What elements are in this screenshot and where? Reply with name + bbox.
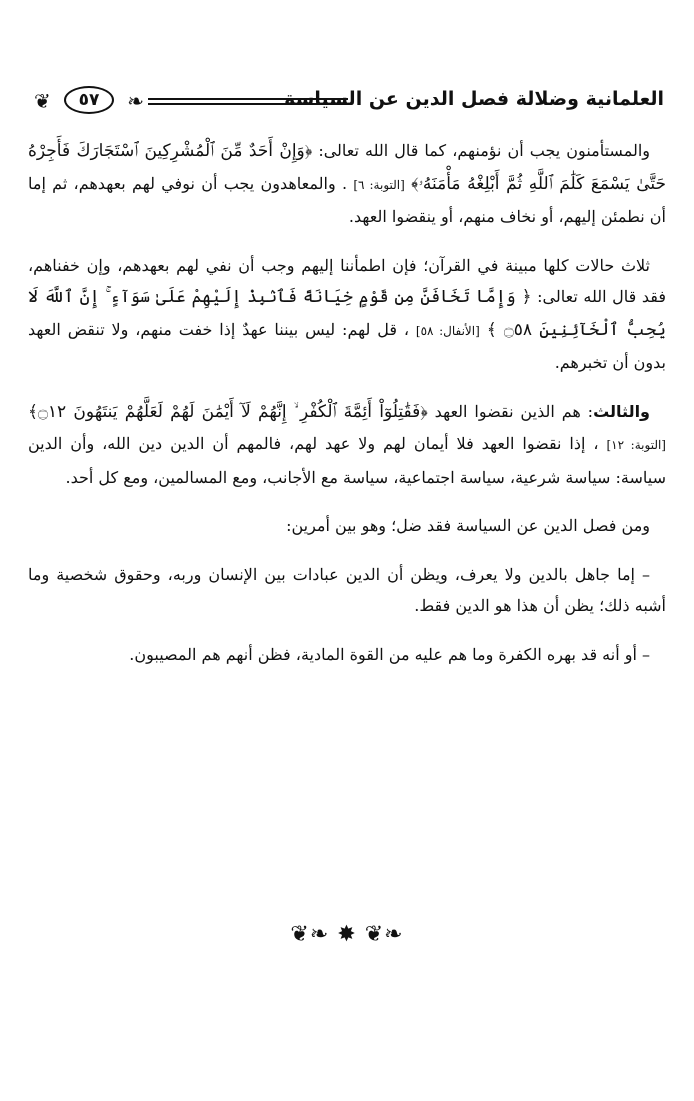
paragraph-text: ، إذا نقضوا العهد فلا أيمان لهم ولا عهد لهم، فالمهم أن الدين دين الله، وأن الدين سياسة: سياسة شرعية، سياسة اجتماعية، سياسة مع الأجانب، ومع المسالمين، ومع كل أحد. [28, 434, 666, 487]
paragraph-text: – إما جاهل بالدين ولا يعرف، ويظن أن الدين عبادات بين الإنسان وربه، وحقوق شخصية وما أشبه ذلك؛ يظن أن هذا هو الدين فقط. [28, 564, 666, 615]
header-rule [148, 98, 348, 104]
paragraph-3 [28, 396, 666, 494]
paragraph-text: : هم الذين نقضوا العهد [427, 401, 594, 421]
paragraph-2 [28, 250, 666, 379]
verse-reference: [التوبة: ٦] [353, 177, 405, 192]
header-title: العلمانية وضلالة فصل الدين عن السياسة [284, 88, 664, 110]
paragraph-text: ، قل لهم: ليس بيننا عهدٌ إذا خفت منهم، ولا تنقض العهد بدون أن تخبرهم. [28, 319, 666, 372]
quran-verse: ﴿فَقَٰتِلُوٓاْ أَئِمَّةَ ٱلْكُفْرِ ۙ إِنَّهُمْ لَآ أَيْمَٰنَ لَهُمْ لَعَلَّهُمْ يَنتَهُونَ ۝١٢﴾ [28, 401, 428, 422]
footer-ornament-icon: ❦❧ ✸ ❦❧ [290, 922, 404, 947]
page-number-badge [34, 84, 144, 118]
page-body [28, 135, 666, 687]
paragraph-6 [28, 639, 666, 671]
paragraph-5 [28, 559, 666, 622]
paragraph-4 [28, 510, 666, 542]
quran-verse: ﴿وَإِنْ أَحَدٌ مِّنَ ٱلْمُشْرِكِينَ ٱسْتَجَارَكَ فَأَجِرْهُ حَتَّىٰ يَسْمَعَ كَلَٰمَ ٱللَّهِ ثُمَّ أَبْلِغْهُ مَأْمَنَهُۥ﴾ [28, 141, 667, 194]
paragraph-text: والمستأمنون يجب أن نؤمنهم، كما قال الله تعالى: [312, 141, 650, 160]
paragraph-text: ومن فصل الدين عن السياسة فقد ضل؛ وهو بين أمرين: [286, 516, 650, 535]
flourish-icon: ❧ [127, 89, 144, 113]
running-header [28, 84, 666, 122]
verse-reference: [التوبة: ١٢] [606, 438, 666, 452]
verse-reference: [الأنفال: ٥٨] [415, 323, 480, 338]
paragraph-text: ثلاث حالات كلها مبينة في القرآن؛ فإن اطمأننا إليهم وجب أن نفي لهم بعهدهم، وإن خفناهم، فقد قال الله تعالى: [28, 255, 666, 306]
paragraph-text: – أو أنه قد بهره الكفرة وما هم عليه من القوة المادية، فظن أنهم هم المصيبون. [129, 644, 650, 664]
paragraph-text: . والمعاهدون يجب أن نوفي لهم بعهدهم، ثم إما أن نطمئن إليهم، أو نخاف منهم، أو ينقضوا العهد. [28, 173, 666, 226]
paragraph-1 [28, 135, 666, 233]
page-number: ٥٧ [64, 86, 114, 114]
flourish-icon: ❦ [34, 89, 51, 113]
paragraph-lead: والثالث [593, 401, 650, 421]
quran-verse: ﴿ وَإِمَّا تَخَافَنَّ مِن قَوْمٍ خِيَانَةً فَٱنۢبِذْ إِلَيْهِمْ عَلَىٰ سَوَآءٍ ۚ إِنَّ ٱللَّهَ لَا يُحِبُّ ٱلْخَآئِنِينَ ۝٥٨ ﴾ [28, 287, 666, 340]
